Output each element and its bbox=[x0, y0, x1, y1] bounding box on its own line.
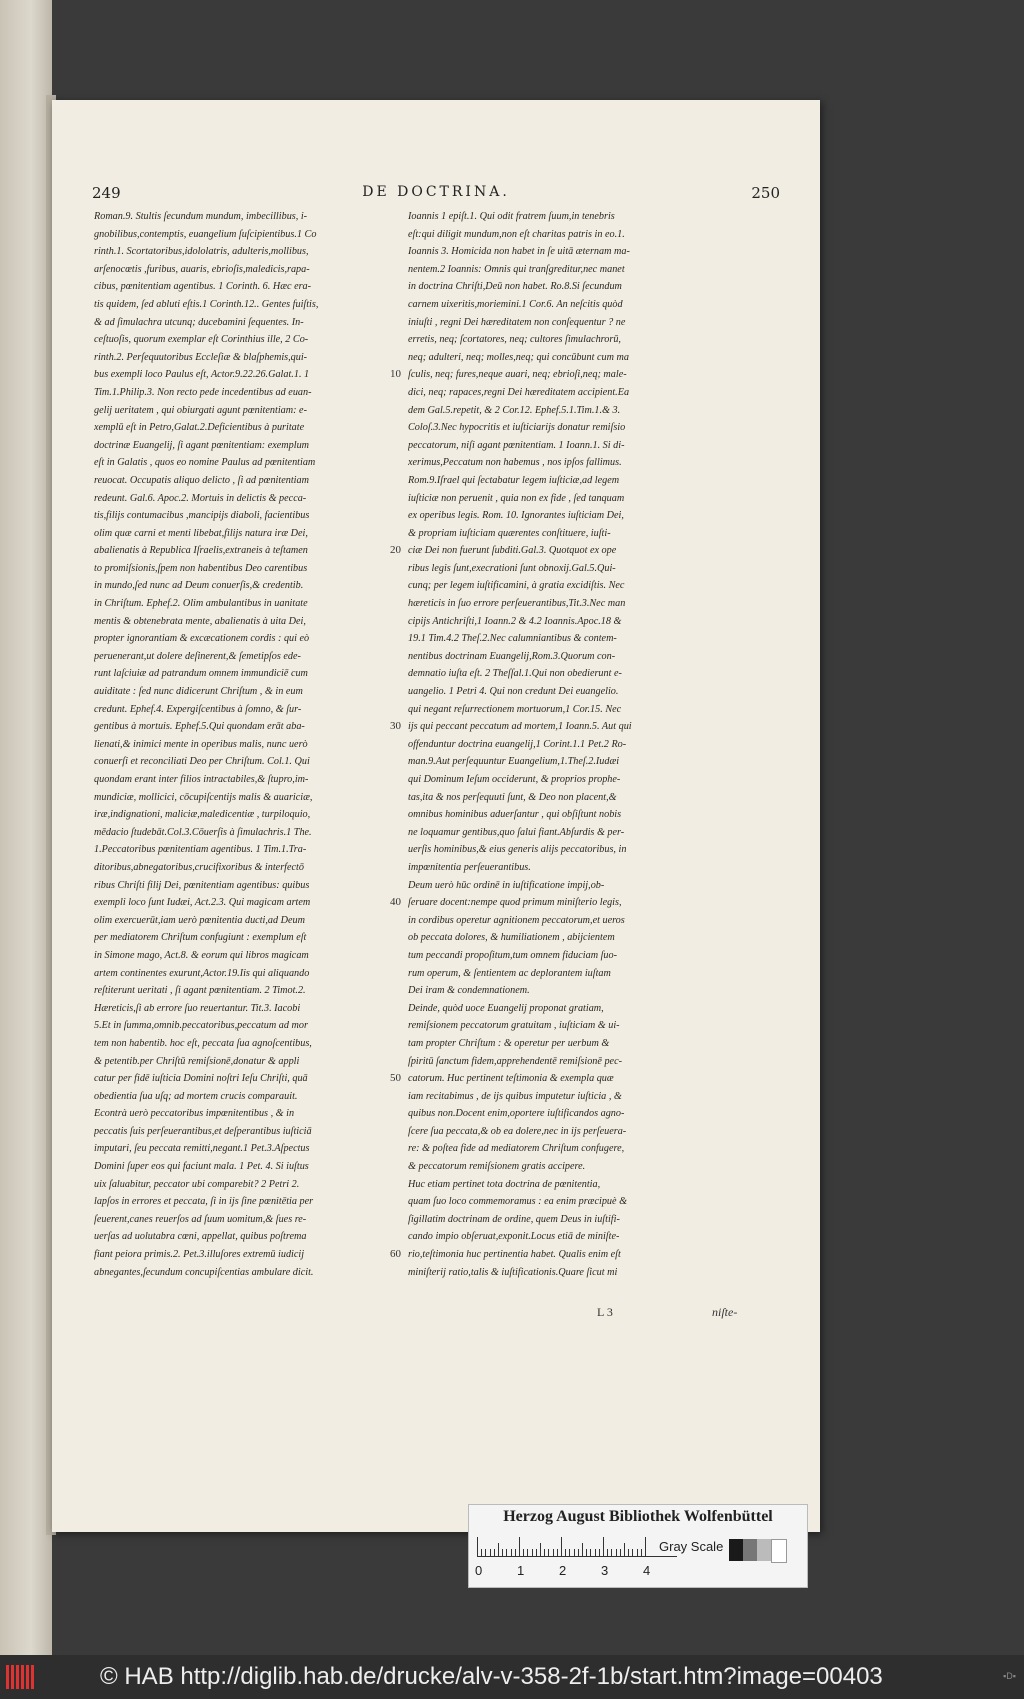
text-line: tas,ita & nos perſequuti ſunt, & Deo non placent,& bbox=[408, 791, 617, 803]
text-line: quam ſuo loco commemoramus : ea enim præcipuè & bbox=[408, 1196, 627, 1208]
ruler-tick bbox=[494, 1549, 495, 1557]
text-line: uangelio. 1 Petri 4. Qui non credunt Dei euangelio. bbox=[408, 686, 619, 698]
text-line: & ad ſimulachra utcunq; ducebamini ſequentes. In- bbox=[94, 316, 304, 328]
text-line: ſigillatim doctrinam de ordine, quem Deus in iuſtifi- bbox=[408, 1213, 620, 1225]
text-line: ex operibus legis. Rom. 10. Ignorantes iuſticiam Dei, bbox=[408, 510, 624, 522]
text-line: & propriam iuſticiam quærentes conſtituere, iuſti- bbox=[408, 527, 611, 539]
page-number-left: 249 bbox=[92, 184, 121, 202]
text-line: rio,teſtimonia huc pertinentia habet. Qualis enim eſt bbox=[408, 1249, 621, 1261]
text-line: Rom.9.Iſrael qui ſectabatur legem iuſticiæ,ad legem bbox=[408, 474, 620, 486]
text-line: Ioannis 1 epiſt.1. Qui odit fratrem ſuum,in tenebris bbox=[408, 211, 615, 222]
signature-mark: L 3 bbox=[597, 1305, 613, 1319]
gray-swatch-light bbox=[757, 1539, 771, 1561]
text-line: rinth.2. Perſequutoribus Eccleſiæ & blaſphemis,qui- bbox=[94, 351, 308, 363]
text-line: omnibus hominibus aduerſantur , qui obſiſtunt nobis bbox=[408, 809, 622, 821]
ruler-label-4: 4 bbox=[643, 1563, 651, 1578]
text-line: peccatorum, niſi agant pœnitentiam. 1 Ioann.1. Si di- bbox=[408, 439, 625, 451]
text-line: iræ,indignationi, maliciæ,maledicentiæ , turpiloquio, bbox=[94, 809, 311, 821]
ruler-tick bbox=[637, 1549, 638, 1557]
gray-swatch-mid bbox=[743, 1539, 757, 1561]
line-number-60: 60 bbox=[390, 1248, 401, 1260]
ruler-tick bbox=[485, 1549, 486, 1557]
ruler-label-1: 1 bbox=[517, 1563, 525, 1578]
text-line: Roman.9. Stultis ſecundum mundum, imbecillibus, i- bbox=[94, 211, 308, 222]
text-line: remiſsionem peccatorum gratuitam , iuſticiam & ui- bbox=[408, 1020, 620, 1032]
text-line: in Chriſtum. Ephef.2. Olim ambulantibus in uanitate bbox=[94, 598, 308, 610]
text-line: catorum. Huc pertinent teſtimonia & exempla quæ bbox=[408, 1073, 614, 1085]
ruler-tick bbox=[607, 1549, 608, 1557]
library-name: Herzog August Bibliothek Wolfenbüttel bbox=[503, 1508, 773, 1525]
text-line: abalienatis à Republica Iſraelis,extraneis à teſtamen bbox=[94, 545, 308, 557]
ruler-tick bbox=[506, 1549, 507, 1557]
text-line: in cordibus operetur agnitionem peccatorum,et ueros bbox=[408, 914, 625, 926]
text-line: neq; adulteri, neq; molles,neq; qui concūbunt cum ma bbox=[408, 351, 629, 363]
footer-url[interactable]: © HAB http://diglib.hab.de/drucke/alv-v-358-2f-1b/start.htm?image=00403 bbox=[100, 1663, 883, 1690]
text-line: rum operum, & ſentientem ac deplorantem iuſtam bbox=[408, 967, 611, 979]
ruler-tick bbox=[565, 1549, 566, 1557]
text-line: auiditate : ſed nunc didicerunt Chriſtum , & in eum bbox=[94, 686, 303, 698]
text-line: miniſterij ratio,talis & iuſtificationis.Quare ſicut mi bbox=[408, 1266, 618, 1278]
text-line: 19.1 Tim.4.2 Theſ.2.Nec calumniantibus & contem- bbox=[408, 633, 617, 645]
ruler-tick bbox=[595, 1549, 596, 1557]
ruler-tick bbox=[544, 1549, 545, 1557]
ruler-tick bbox=[548, 1549, 549, 1557]
text-line: quibus non.Docent enim,oportere iuſtificandos agno- bbox=[408, 1108, 625, 1120]
text-line: carnem uixeritis,moriemini.1 Cor.6. An neſcitis quòd bbox=[408, 298, 623, 310]
text-line: arſenocœtis ,furibus, auaris, ebrioſis,maledicis,rapa- bbox=[94, 263, 310, 275]
running-header bbox=[92, 184, 780, 208]
ruler-tick bbox=[527, 1549, 528, 1557]
text-line: propter ignorantiam & excæcationem cordis : qui eò bbox=[94, 633, 310, 645]
text-line: gnobilibus,contemptis, euangelium ſuſcipientibus.1 Co bbox=[94, 228, 317, 240]
ruler-tick bbox=[511, 1549, 512, 1557]
ruler-tick bbox=[578, 1549, 579, 1557]
ruler-tick bbox=[561, 1537, 562, 1557]
ruler-tick bbox=[603, 1537, 604, 1557]
text-line: catur per fidē iuſticia Domini noſtri Ieſu Chriſti, quā bbox=[94, 1073, 308, 1085]
text-line: ſeuerent,canes reuerſos ad ſuum uomitum,& ſues re- bbox=[94, 1213, 307, 1225]
text-line: Tim.1.Philip.3. Non recto pede incedentibus ad euan- bbox=[94, 386, 312, 398]
text-line: Hæreticis,ſi ab errore ſuo reuertantur. Tit.3. Iacobi bbox=[94, 1002, 301, 1014]
ruler-tick bbox=[490, 1549, 491, 1557]
text-line: Deum uerò hūc ordinē in iuſtificatione impij,ob- bbox=[408, 879, 605, 891]
right-text-column bbox=[408, 208, 726, 1281]
ruler-tick bbox=[624, 1543, 625, 1557]
text-line: cunq; per legem iuſtificamini, à gratia excidiſtis. Nec bbox=[408, 580, 625, 592]
text-line: & peccatorum remiſsionem gratis accipere. bbox=[408, 1161, 586, 1173]
line-number-50: 50 bbox=[390, 1072, 401, 1084]
text-line: tis quidem, ſed abluti eſtis.1 Corinth.12.. Gentes fuiſtis, bbox=[94, 298, 319, 310]
text-line: man.9.Aut perſequuntur Euangelium,1.Theſ.2.Iudæi bbox=[408, 756, 620, 768]
text-line: ribus Chriſti filij Dei, pœnitentiam agentibus: quibus bbox=[94, 879, 310, 891]
ruler-tick bbox=[498, 1543, 499, 1557]
text-line: ribus legis ſunt,execrationi ſunt obnoxij.Gal.5.Qui- bbox=[408, 562, 616, 574]
text-line: dici, neq; rapaces,regni Dei hæreditatem accipient.Ea bbox=[408, 386, 630, 398]
text-line: erretis, neq; ſcortatores, neq; cultores ſimulachrorū, bbox=[408, 334, 621, 346]
text-line: impœnitentia perſeuerantibus. bbox=[408, 861, 531, 873]
text-line: gentibus à mortuis. Ephef.5.Qui quondam erāt aba- bbox=[94, 721, 305, 733]
text-line: olim exercuerūt,iam uerò pœnitentia ducti,ad Deum bbox=[94, 914, 305, 926]
ruler-tick bbox=[628, 1549, 629, 1557]
text-line: hæreticis in ſuo errore perſeuerantibus,Tit.3.Nec man bbox=[408, 598, 626, 610]
text-line: peruenerant,ut dolere deſinerent,& ſemetipſos ede- bbox=[94, 650, 301, 662]
line-number-40: 40 bbox=[390, 896, 401, 908]
text-line: peccatis ſuis perſeuerantibus,et deſperantibus iuſticiā bbox=[94, 1125, 312, 1137]
text-line: ijs qui peccant peccatum ad mortem,1 Ioann.5. Aut qui bbox=[408, 721, 632, 733]
text-line: dem Gal.5.repetit, & 2 Cor.12. Ephef.5.1.Tim.1.& 3. bbox=[408, 404, 621, 416]
ruler-tick bbox=[515, 1549, 516, 1557]
text-line: Ioannis 3. Homicida non habet in ſe uitā æternam ma- bbox=[408, 246, 630, 258]
ruler-label-2: 2 bbox=[559, 1563, 567, 1578]
text-line: mundiciæ, mollicici, cōcupiſcentijs malis & auariciæ, bbox=[94, 791, 313, 803]
text-line: Coloſ.3.Nec hypocritis et iuſticiarijs donatur remiſsio bbox=[408, 422, 626, 434]
text-line: Huc etiam pertinet tota doctrina de pœnitentia, bbox=[408, 1178, 601, 1190]
footer-bar bbox=[0, 1655, 1024, 1699]
ruler-tick bbox=[502, 1549, 503, 1557]
text-line: iuſticiæ non peruenit , quia non ex fide , ſed tanquam bbox=[408, 492, 625, 504]
text-line: quondam erant inter filios intractabiles,& ſtupro,im- bbox=[94, 774, 309, 785]
text-line: abnegantes,ſecundum concupiſcentias ambulare dicit. bbox=[94, 1266, 314, 1278]
ruler-label-0: 0 bbox=[475, 1563, 483, 1578]
color-scale-card bbox=[468, 1504, 808, 1588]
text-line: reuocat. Occupatis aliquo delicto , ſi ad pœnitentiam bbox=[94, 474, 309, 486]
text-line: to promiſsionis,ſpem non habentibus Deo carentibus bbox=[94, 562, 308, 574]
ruler-tick bbox=[590, 1549, 591, 1557]
text-line: doctrinæ Euangelij, ſi agant pœnitentiam: exemplum bbox=[94, 439, 310, 451]
ruler-tick bbox=[599, 1549, 600, 1557]
text-line: ceſtuoſis, quorum exemplar eſt Corinthius ille, 2 Co- bbox=[94, 334, 309, 346]
text-line: credunt. Ephef.4. Expergiſcentibus à ſomno, & ſur- bbox=[94, 703, 302, 715]
text-line: tum peccandi propoſitum,tum omnem fiduciam ſuo- bbox=[408, 949, 618, 961]
text-line: imputari, ſeu peccata remitti,negant.1 Pet.3.Aſpectus bbox=[94, 1143, 310, 1155]
text-line: uerſis hominibus,& eius generis alijs peccatoribus, in bbox=[408, 844, 627, 856]
ruler-tick bbox=[611, 1549, 612, 1557]
gray-swatch-white bbox=[771, 1539, 787, 1563]
text-line: ne loquamur gentibus,quo ſalui fiant.Abſurdis & per- bbox=[408, 826, 625, 838]
text-line: reſtiterunt ueritati , ſi agant pœnitentiam. 2 Timot.2. bbox=[94, 985, 306, 997]
text-line: re: & poſtea fide ad mediatorem Chriſtum confugere, bbox=[408, 1143, 625, 1155]
gray-swatch-black bbox=[729, 1539, 743, 1561]
ruler-label-3: 3 bbox=[601, 1563, 609, 1578]
gray-scale-label: Gray Scale bbox=[659, 1539, 724, 1554]
line-number-30: 30 bbox=[390, 720, 401, 732]
text-line: ſpiritū ſanctum fidem,apprehendentē remiſsionē pec- bbox=[408, 1055, 622, 1067]
ruler-tick bbox=[641, 1549, 642, 1557]
left-text-column bbox=[94, 208, 394, 1281]
text-line: eſt:qui diligit mundum,non eſt charitas patris in eo.1. bbox=[408, 228, 625, 240]
text-line: lapſos in errores et peccata, ſi in ijs ſine pœnitētia per bbox=[94, 1196, 314, 1208]
ruler-tick bbox=[645, 1537, 646, 1557]
text-line: artem continentes exurunt,Actor.19.Iis qui aliquando bbox=[94, 967, 310, 979]
line-number-20: 20 bbox=[390, 544, 401, 556]
text-line: in mundo,ſed nunc ad Deum conuerſis,& credentib. bbox=[94, 580, 304, 592]
text-line: olim quæ carni et menti libebat,filijs natura iræ Dei, bbox=[94, 527, 308, 539]
text-line: gelij ueritatem , qui obiurgati agunt pœnitentiam: e- bbox=[94, 404, 307, 416]
footer-mark: ▪D▪ bbox=[1003, 1671, 1016, 1681]
book-page bbox=[52, 100, 820, 1532]
text-line: lienati,& inimici mente in operibus malis, nunc uerò bbox=[94, 738, 308, 750]
text-line: uix ſaluabitur, peccator ubi comparebit? 2 Petri 2. bbox=[94, 1178, 300, 1190]
text-line: & petentib.per Chriſtū remiſsionē,donatur & appli bbox=[94, 1055, 300, 1067]
running-title: DE DOCTRINA. bbox=[362, 184, 510, 200]
ruler-tick bbox=[569, 1549, 570, 1557]
text-line: in Simone mago, Act.8. & eorum qui libros magicam bbox=[94, 949, 309, 961]
text-line: iam recitabimus , de ijs quibus imputetur iuſticia , & bbox=[408, 1090, 622, 1102]
text-line: nentem.2 Ioannis: Omnis qui tranſgreditur,nec manet bbox=[408, 263, 625, 275]
page-number-right: 250 bbox=[751, 184, 780, 202]
hab-logo-icon bbox=[6, 1665, 46, 1689]
text-line: nentibus doctrinam Euangelij,Rom.3.Quorum con- bbox=[408, 650, 616, 662]
ruler-tick bbox=[540, 1543, 541, 1557]
text-line: 1.Peccatoribus pœnitentiam agentibus. 1 Tim.1.Tra- bbox=[94, 844, 307, 856]
text-line: iniuſti , regni Dei hæreditatem non conſequentur ? ne bbox=[408, 316, 626, 328]
text-line: redeunt. Gal.6. Apoc.2. Mortuis in delictis & pecca- bbox=[94, 492, 307, 504]
text-line: mēdacio ſtudebāt.Col.3.Cōuerſis à ſimulachris.1 The. bbox=[94, 826, 312, 838]
text-line: conuerſi et reconciliati Deo per Chriſtum. Col.1. Qui bbox=[94, 756, 310, 768]
text-line: per mediatorem Chriſtum confugiunt : exemplum eſt bbox=[94, 932, 307, 944]
text-line: demnatio iuſta eſt. 2 Theſſal.1.Qui non obedierunt e- bbox=[408, 668, 622, 680]
ruler-tick bbox=[616, 1549, 617, 1557]
text-line: tem non habentib. hoc eſt, peccata ſua agnoſcentibus, bbox=[94, 1037, 312, 1049]
text-line: exempli loco ſunt Iudæi, Act.2.3. Qui magicam artem bbox=[94, 897, 311, 909]
ruler-tick bbox=[632, 1549, 633, 1557]
ruler-tick bbox=[477, 1537, 478, 1557]
text-line: xerimus,Peccatum non habemus , nos ipſos fallimus. bbox=[408, 457, 622, 469]
text-line: cibus, pœnitentiam agentibus. 1 Corinth. 6. Hæc era- bbox=[94, 281, 312, 293]
text-line: Econtrà uerò peccatoribus impœnitentibus , & in bbox=[94, 1108, 295, 1120]
text-line: mentis & obtenebrata mente, abalienatis à uita Dei, bbox=[94, 615, 306, 627]
text-line: cipijs Antichriſti,1 Ioann.2 & 4.2 Ioannis.Apoc.18 & bbox=[408, 615, 622, 627]
text-line: runt laſciuiæ ad patrandum omnem immundiciē cum bbox=[94, 668, 308, 680]
text-line: Deinde, quòd uoce Euangelij proponat gratiam, bbox=[408, 1002, 604, 1014]
text-line: cando impio obſeruat,exponit.Locus etiā de miniſte- bbox=[408, 1231, 620, 1243]
text-line: offenduntur doctrina euangelij,1 Corint.1.1 Pet.2 Ro- bbox=[408, 738, 627, 750]
text-line: ditoribus,abnegatoribus,crucifixoribus & interfectō bbox=[94, 861, 304, 873]
text-line: 5.Et in ſumma,omnib.peccatoribus,peccatum ad mor bbox=[94, 1020, 308, 1032]
ruler-tick bbox=[574, 1549, 575, 1557]
ruler-tick bbox=[620, 1549, 621, 1557]
text-line: obedientia ſua uſq; ad mortem crucis comparauit. bbox=[94, 1090, 298, 1102]
ruler-tick bbox=[536, 1549, 537, 1557]
text-line: Domini ſuper eos qui faciunt mala. 1 Pet. 4. Si iuſtus bbox=[94, 1161, 309, 1173]
text-line: Dei iram & condemnationem. bbox=[408, 985, 530, 997]
line-number-10: 10 bbox=[390, 368, 401, 380]
text-line: fiant peiora primis.2. Pet.3.illuſores extremū iudicij bbox=[94, 1249, 305, 1261]
text-line: uerſas ad uolutabra cœni, appellat, quibus poſtrema bbox=[94, 1231, 307, 1243]
measurement-ruler bbox=[477, 1535, 677, 1557]
text-line: eſt in Galatis , quos eo nomine Paulus ad pœnitentiam bbox=[94, 457, 316, 469]
text-line: in doctrina Chriſti,Deū non habet. Ro.8.Si ſecundum bbox=[408, 281, 622, 293]
ruler-tick bbox=[586, 1549, 587, 1557]
previous-page-edge bbox=[0, 0, 52, 1655]
text-line: bus exempli loco Paulus eſt, Actor.9.22.26.Galat.1. 1 bbox=[94, 369, 310, 381]
text-line: tam propter Chriſtum : & operetur per uerbum & bbox=[408, 1037, 610, 1049]
text-line: rinth.1. Scortatoribus,idololatris, adulteris,mollibus, bbox=[94, 246, 309, 258]
text-line: ciæ Dei non fuerunt ſubditi.Gal.3. Quotquot ex ope bbox=[408, 545, 617, 557]
ruler-tick bbox=[481, 1549, 482, 1557]
ruler-tick bbox=[553, 1549, 554, 1557]
text-line: qui Dominum Ieſum occiderunt, & proprios prophe- bbox=[408, 774, 621, 785]
text-line: xemplū eſt in Petro,Galat.2.Deficientibus à puritate bbox=[94, 422, 305, 434]
text-line: ob peccata dolores, & humiliationem , abijcientem bbox=[408, 932, 615, 944]
text-line: ſeruare docent:nempe quod primum miniſterio legis, bbox=[408, 897, 622, 909]
ruler-tick bbox=[557, 1549, 558, 1557]
ruler-tick bbox=[582, 1543, 583, 1557]
ruler-tick bbox=[532, 1549, 533, 1557]
ruler-tick bbox=[519, 1537, 520, 1557]
text-line: qui negant reſurrectionem mortuorum,1 Cor.15. Nec bbox=[408, 703, 622, 715]
ruler-tick bbox=[523, 1549, 524, 1557]
catchword: niſte- bbox=[712, 1305, 738, 1319]
text-line: ſcere ſua peccata,& ob ea dolere,nec in ijs perſeuera- bbox=[408, 1125, 627, 1137]
text-line: tis,filijs contumacibus ,mancipijs diaboli, facientibus bbox=[94, 510, 310, 522]
text-line: ſculis, neq; fures,neque auari, neq; ebrioſi,neq; male- bbox=[408, 369, 627, 381]
